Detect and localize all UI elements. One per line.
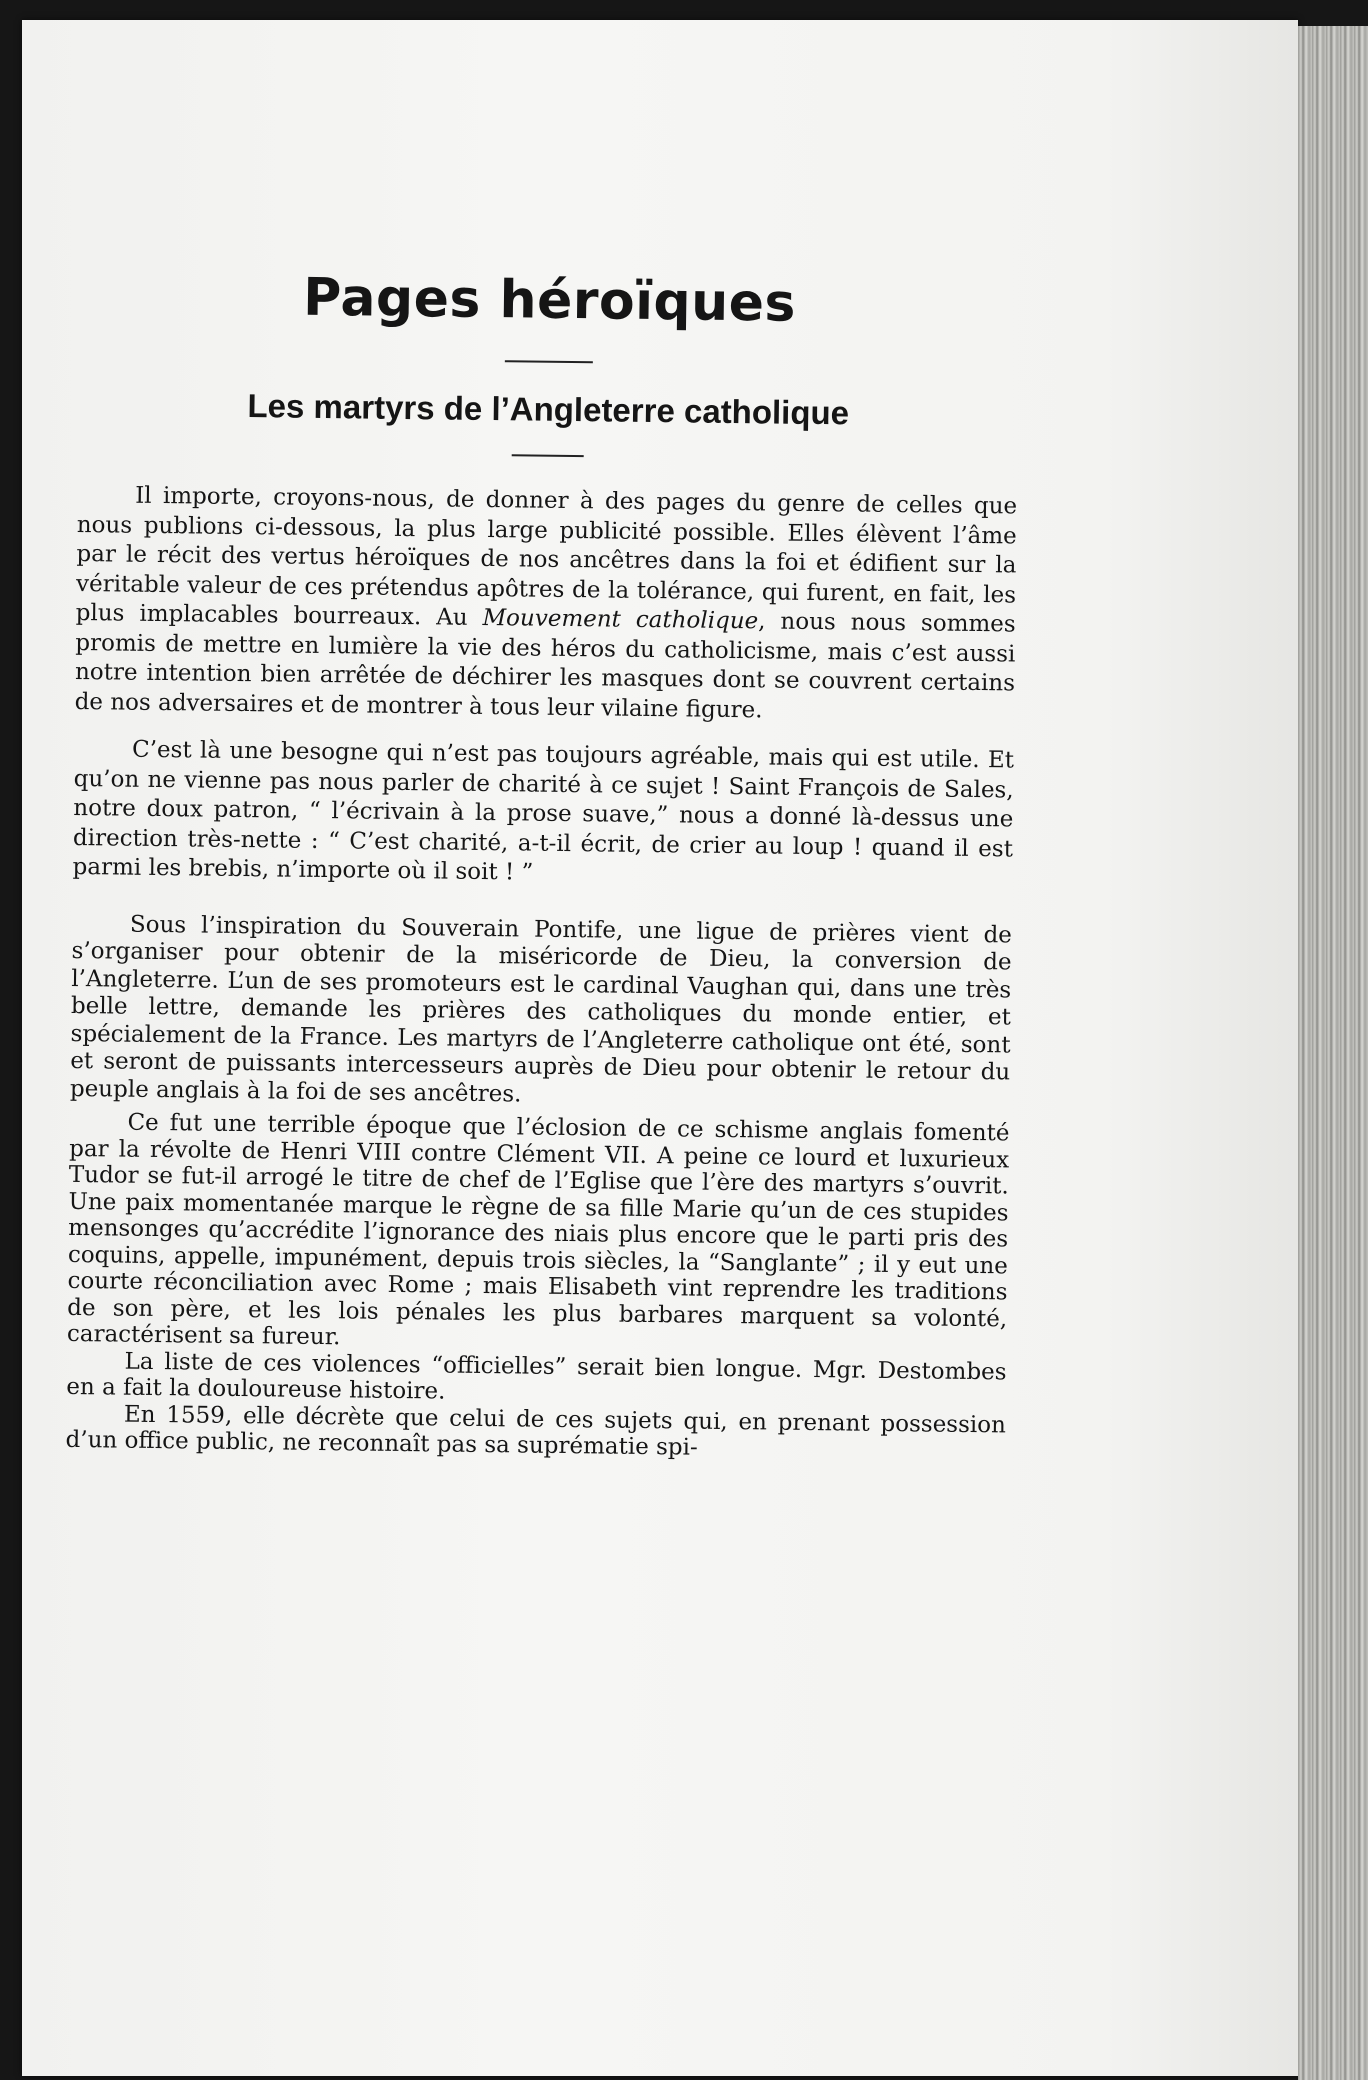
paragraph-3: Sous l’inspiration du Souverain Pontife, une ligue de prières vient de s’organiser pour obtenir de la miséricorde de Dieu, la conversion de l’Angleterre. L’un de ses promoteurs est le cardinal Vaughan qui, dans une très belle lettre, demande les prières des catholiques du monde entier, et spécialement de la France. Les martyrs de l’Angleterre catholique ont été, sont et seront de puissants intercesseurs auprès de Dieu pour obtenir le retour du peuple anglais à la foi de ses ancêtres. [69,911,1013,1107]
paragraph-5: La liste de ces violences “officielles” serait bien longue. Mgr. Destombes en a fait la douloureuse histoire. [66,1348,1007,1405]
article-subtitle: Les martyrs de l’Angleterre catholique [247,387,850,432]
subtitle-divider [512,454,584,457]
paragraph-1 [74,481,1017,728]
title-divider [505,360,593,363]
paragraph-4: Ce fut une terrible époque que l’éclosion de ce schisme anglais fomenté par la révolte de Henri VIII contre Clément VII. A peine ce lourd et luxurieux Tudor se fut-il arrogé le titre de chef de l’Eglise que l’ère des martyrs s’ouvrit. Une paix momentanée marque le règne de sa fille Marie qu’un de ces stupides mensonges qu’accrédite l’ignorance des niais plus encore que le parti pris des coquins, appelle, impunément, depuis trois siècles, la “Sanglante” ; il y eut une courte réconciliation avec Rome ; mais Elisabeth vint reprendre les traditions de son père, et les lois pénales les plus barbares marquent sa volonté, caractérisent sa fureur. [66,1109,1010,1351]
book-edge [1298,26,1368,2080]
page-title: Pages héroïques [302,267,797,334]
paragraph-1-text-start: Il importe, croyons-nous, de donner à des pages du genre de celles que nous publions ci-dessous, la plus large publicité possible. Elles élèvent l’âme par le récit des vertus héroïques de nos ancêtres dans la foi et édifient sur la véritable valeur de ces prétendus apôtres de la tolérance, qui furent, en fait, les plus implacables bourreaux. Au [75,482,1018,631]
paragraph-6: En 1559, elle décrète que celui de ces sujets qui, en prenant possession d’un office public, ne reconnaît pas sa suprématie spi- [65,1401,1007,1461]
paragraph-1-text-end: , nous nous sommes promis de mettre en lumière la vie des héros du catholicisme, mais c’est aussi notre intention bien arrêtée de déchirer les masques dont se couvrent certains de nos adversaires et de montrer à tous leur vilaine figure. [74,608,1016,723]
paragraph-1-emphasis: Mouvement catholique [482,604,759,635]
paragraph-2: C’est là une besogne qui n’est pas toujours agréable, mais qui est utile. Et qu’on ne vienne pas nous parler de charité à ce sujet ! Saint François de Sales, notre doux patron, “ l’écrivain à la prose suave,” nous a donné là-dessus une direction très-nette : “ C’est charité, a-t-il écrit, de crier au loup ! quand il est parmi les brebis, n’importe où il soit ! ” [72,736,1015,886]
page-content [65,265,1019,1465]
